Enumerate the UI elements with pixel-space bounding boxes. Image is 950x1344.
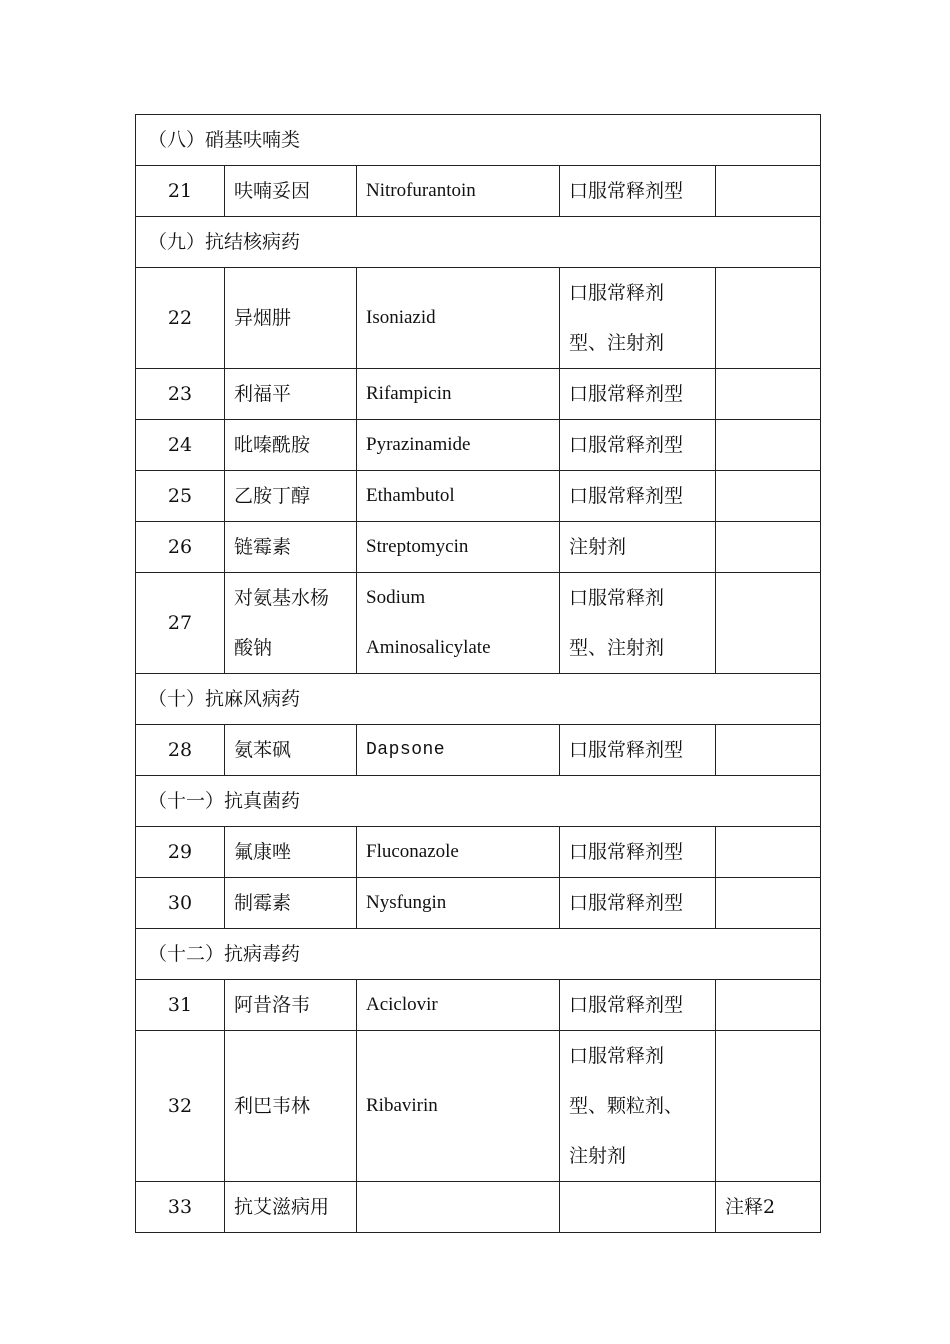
- dosage-form-line: 口服常释剂: [569, 1045, 665, 1067]
- english-name-line: Ethambutol: [366, 485, 455, 506]
- dosage-form-line: 型、注射剂: [569, 637, 665, 659]
- table-row: [136, 827, 821, 878]
- english-name: [357, 522, 560, 573]
- drug-list-table: [135, 114, 821, 1233]
- chinese-name-line: 对氨基水杨: [234, 587, 330, 609]
- remark: [716, 980, 821, 1031]
- dosage-form-line: 口服常释剂型: [569, 892, 684, 914]
- dosage-form-line: 口服常释剂: [569, 587, 665, 609]
- remark: [716, 1031, 821, 1182]
- english-name: [357, 1031, 560, 1182]
- chinese-name-line: 氨苯砜: [234, 739, 292, 761]
- english-name: [357, 878, 560, 929]
- table-row: [136, 573, 821, 674]
- chinese-name: [225, 471, 357, 522]
- chinese-name-line: 利巴韦林: [234, 1095, 311, 1117]
- table-row: [136, 1031, 821, 1182]
- chinese-name: [225, 268, 357, 369]
- chinese-name-line: 利福平: [234, 383, 292, 405]
- section-title: （八）硝基呋喃类: [136, 115, 821, 166]
- dosage-form: [560, 1031, 716, 1182]
- chinese-name: [225, 420, 357, 471]
- dosage-form-line: 口服常释剂型: [569, 739, 684, 761]
- dosage-form-line: 口服常释剂型: [569, 994, 684, 1016]
- dosage-form-line: 口服常释剂型: [569, 841, 684, 863]
- remark: [716, 166, 821, 217]
- item-number: 22: [136, 268, 225, 369]
- dosage-form-line: 口服常释剂型: [569, 180, 684, 202]
- chinese-name-line: 呋喃妥因: [234, 180, 311, 202]
- table-row: [136, 420, 821, 471]
- table-row: [136, 980, 821, 1031]
- dosage-form: [560, 573, 716, 674]
- item-number: 27: [136, 573, 225, 674]
- remark: [716, 268, 821, 369]
- english-name: [357, 471, 560, 522]
- dosage-form: [560, 980, 716, 1031]
- dosage-form: [560, 1182, 716, 1233]
- english-name-line: Aminosalicylate: [366, 637, 491, 658]
- table-row: [136, 522, 821, 573]
- english-name: [357, 980, 560, 1031]
- chinese-name: [225, 369, 357, 420]
- english-name-line: Fluconazole: [366, 841, 459, 862]
- english-name-line: Ribavirin: [366, 1095, 438, 1116]
- remark: [716, 573, 821, 674]
- dosage-form: [560, 420, 716, 471]
- table-row: [136, 878, 821, 929]
- english-name: [357, 166, 560, 217]
- remark: [716, 827, 821, 878]
- english-name-line: Nitrofurantoin: [366, 180, 476, 201]
- dosage-form-line: 口服常释剂型: [569, 434, 684, 456]
- dosage-form: [560, 522, 716, 573]
- remark: [716, 471, 821, 522]
- remark: [716, 369, 821, 420]
- item-number: 32: [136, 1031, 225, 1182]
- english-name-line: Nysfungin: [366, 892, 447, 913]
- chinese-name: [225, 725, 357, 776]
- dosage-form-line: 型、注射剂: [569, 332, 665, 354]
- section-header-row: [136, 929, 821, 980]
- chinese-name-line: 阿昔洛韦: [234, 994, 311, 1016]
- english-name-line: Sodium: [366, 587, 426, 608]
- chinese-name: [225, 878, 357, 929]
- dosage-form-line: 口服常释剂型: [569, 383, 684, 405]
- chinese-name: [225, 1031, 357, 1182]
- chinese-name: [225, 573, 357, 674]
- chinese-name: [225, 1182, 357, 1233]
- chinese-name-line: 抗艾滋病用: [234, 1196, 330, 1218]
- dosage-form: [560, 725, 716, 776]
- english-name-line: Rifampicin: [366, 383, 452, 404]
- dosage-form: [560, 471, 716, 522]
- table-row: [136, 369, 821, 420]
- english-name-line: Dapsone: [366, 740, 446, 760]
- chinese-name-line: 乙胺丁醇: [234, 485, 311, 507]
- dosage-form: [560, 166, 716, 217]
- section-header-row: [136, 115, 821, 166]
- chinese-name-line: 酸钠: [234, 637, 273, 659]
- section-title: （十一）抗真菌药: [136, 776, 821, 827]
- table-row: [136, 1182, 821, 1233]
- chinese-name: [225, 827, 357, 878]
- chinese-name: [225, 980, 357, 1031]
- english-name: [357, 573, 560, 674]
- item-number: 26: [136, 522, 225, 573]
- table-row: [136, 725, 821, 776]
- english-name: [357, 268, 560, 369]
- remark: [716, 522, 821, 573]
- remark: [716, 725, 821, 776]
- item-number: 33: [136, 1182, 225, 1233]
- chinese-name: [225, 522, 357, 573]
- chinese-name-line: 异烟肼: [234, 307, 292, 329]
- item-number: 30: [136, 878, 225, 929]
- drug-list-body: [136, 115, 821, 1233]
- section-header-row: [136, 217, 821, 268]
- dosage-form: [560, 827, 716, 878]
- item-number: 31: [136, 980, 225, 1031]
- section-header-row: [136, 674, 821, 725]
- english-name-line: Isoniazid: [366, 307, 436, 328]
- dosage-form-line: 型、颗粒剂、: [569, 1095, 684, 1117]
- dosage-form: [560, 369, 716, 420]
- english-name-line: Aciclovir: [366, 994, 438, 1015]
- item-number: 24: [136, 420, 225, 471]
- item-number: 29: [136, 827, 225, 878]
- section-header-row: [136, 776, 821, 827]
- item-number: 23: [136, 369, 225, 420]
- dosage-form-line: 口服常释剂型: [569, 485, 684, 507]
- dosage-form: [560, 268, 716, 369]
- table-row: [136, 268, 821, 369]
- table-row: [136, 166, 821, 217]
- dosage-form-line: 口服常释剂: [569, 282, 665, 304]
- dosage-form-line: 注射剂: [569, 1145, 627, 1167]
- english-name: [357, 420, 560, 471]
- chinese-name-line: 链霉素: [234, 536, 292, 558]
- english-name: [357, 369, 560, 420]
- item-number: 28: [136, 725, 225, 776]
- section-title: （九）抗结核病药: [136, 217, 821, 268]
- english-name-line: Streptomycin: [366, 536, 469, 557]
- item-number: 25: [136, 471, 225, 522]
- english-name: [357, 725, 560, 776]
- section-title: （十）抗麻风病药: [136, 674, 821, 725]
- chinese-name-line: 吡嗪酰胺: [234, 434, 311, 456]
- remark: [716, 420, 821, 471]
- item-number: 21: [136, 166, 225, 217]
- english-name: [357, 827, 560, 878]
- remark: [716, 878, 821, 929]
- chinese-name-line: 制霉素: [234, 892, 292, 914]
- english-name-line: Pyrazinamide: [366, 434, 471, 455]
- dosage-form-line: 注射剂: [569, 536, 627, 558]
- chinese-name-line: 氟康唑: [234, 841, 292, 863]
- remark: 注释2: [716, 1182, 821, 1233]
- english-name: [357, 1182, 560, 1233]
- dosage-form: [560, 878, 716, 929]
- chinese-name: [225, 166, 357, 217]
- section-title: （十二）抗病毒药: [136, 929, 821, 980]
- table-row: [136, 471, 821, 522]
